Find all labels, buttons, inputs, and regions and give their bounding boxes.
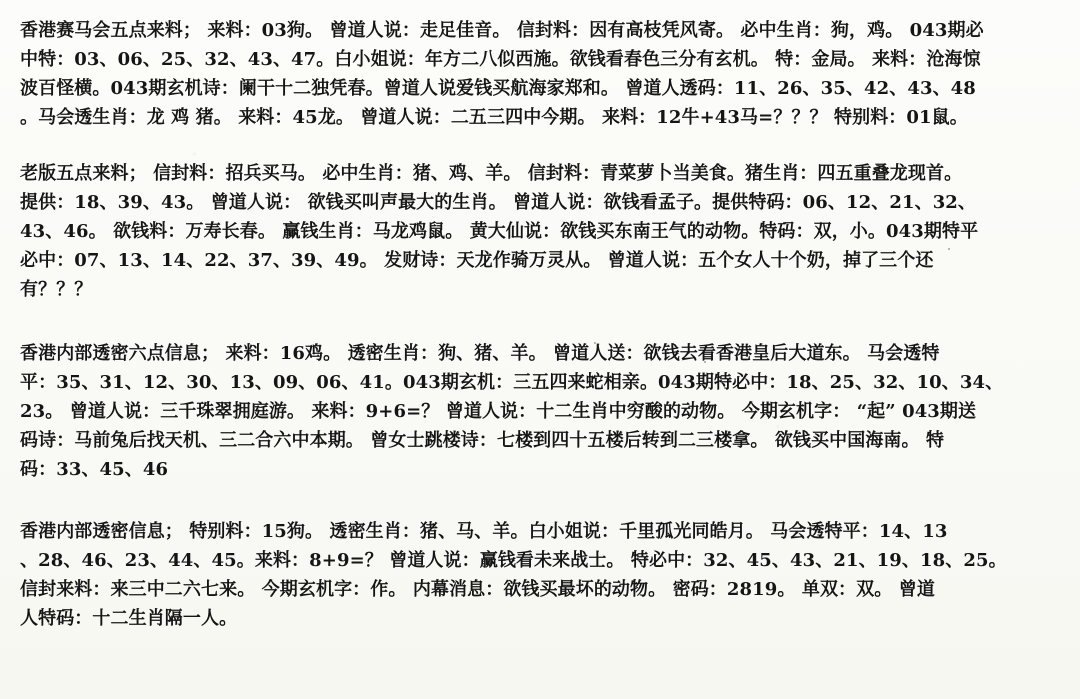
paragraph-inside-information: 香港内部透密信息； 特别料：15狗。 透密生肖：猪、马、羊。白小姐说：千里孤光同皓月。 马会透特平：14、13 、28、46、23、44、45。来料：8+9=？ 曾道人说：赢钱看未来战士。 特必中：32、45、43、21、19、18、25。 信封来料：来三中二六七来。 今期玄机字：作。 内幕消息：欲钱买最坏的动物。 密码：2819。 单双：双。 曾道 人特码：十二生肖隔一人。 [20, 521, 1007, 629]
scan-speck [948, 248, 950, 250]
paragraph-five-point-material: 香港赛马会五点来料； 来料：03狗。 曾道人说：走足佳音。 信封料：因有高枝凭风寄。 必中生肖：狗，鸡。 043期必 中特：03、06、25、32、43、47。白小姐说：年方二八似西施。欲钱看春色三分有玄机。 特：金局。 来料：沧海惊 波百怪横。043期玄机诗：阑干十二独凭春。曾道人说爱钱买航海家郑和。 曾道人透码：11、26、35、42、43、48 。马会透生肖：龙 鸡 猪。 来料：45龙。 曾道人说：二五三四中今期。 来料：12牛+43马=？？？ 特别料：01鼠。 [20, 20, 984, 128]
scan-speck [704, 361, 706, 363]
paragraph-old-edition-material: 老版五点来料； 信封料：招兵买马。 必中生肖：猪、鸡、羊。 信封料：青菜萝卜当美食。猪生肖：四五重叠龙现首。 提供：18、39、43。 曾道人说： 欲钱买叫声最大的生肖。 曾道人说：欲钱看孟子。提供特码：06、12、21、32、 43、46。 欲钱料：万寿长春。 赢钱生肖：马龙鸡鼠。 黄大仙说：欲钱买东南王气的动物。特码：双，小。043期特平 必中：07、13、14、22、37、39、49。 发财诗：天龙作骑万灵从。 曾道人说：五个女人十个奶，掉了三个还 有？？？ [20, 163, 979, 300]
scan-speck [594, 342, 596, 344]
scan-speck [605, 167, 607, 169]
paragraph-six-point-inside-information: 香港内部透密六点信息； 来料：16鸡。 透密生肖：狗、猪、羊。 曾道人送：欲钱去看香港皇后大道东。 马会透特 平：35、31、12、30、13、09、06、41。043期玄机：三五四来蛇相亲。043期特必中：18、25、32、10、34、 23。 曾道人说：三千珠翠拥庭游。 来料：9+6=？ 曾道人说：十二生肖中穷酸的动物。 今期玄机字： “起” 043期送 码诗：马前兔后找天机、三二合六中本期。 曾女士跳楼诗：七楼到四十五楼后转到二三楼拿。 欲钱买中国海南。 特 码：33、45、46 [20, 343, 1004, 480]
